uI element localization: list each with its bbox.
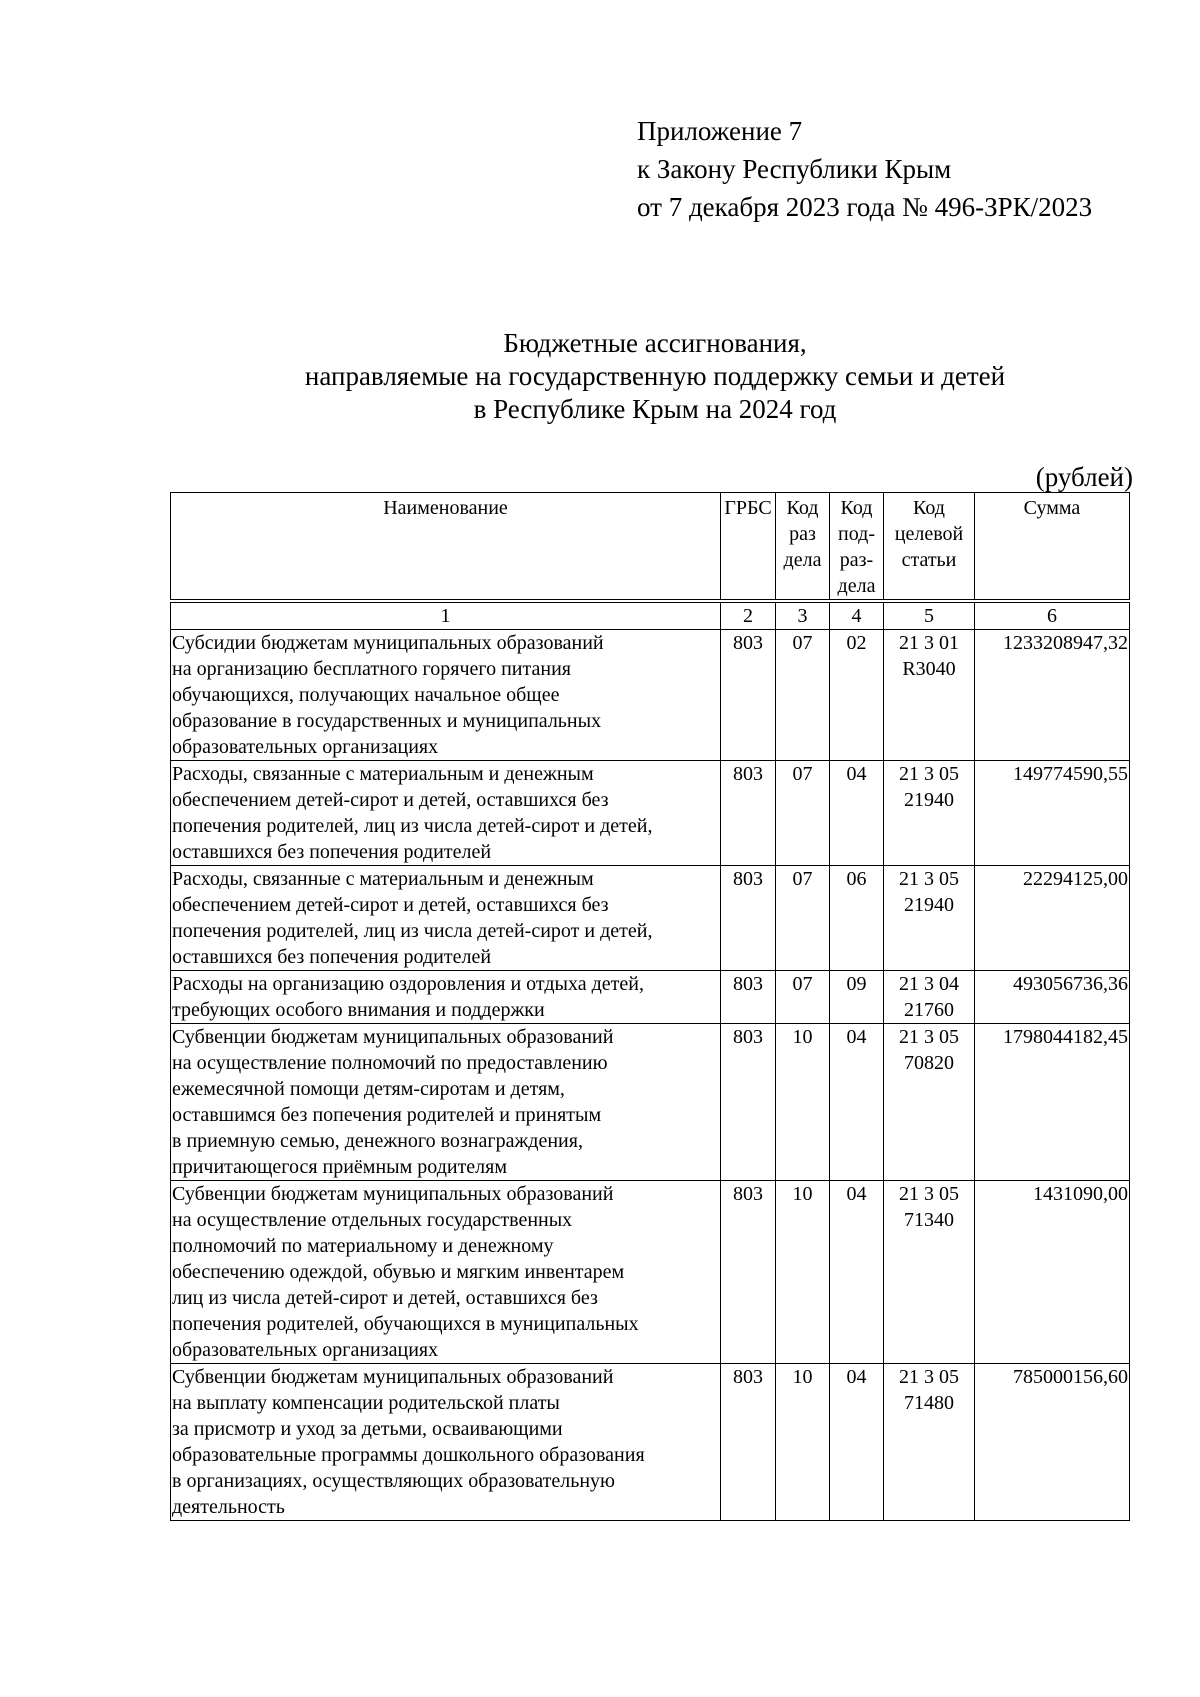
row-name: Субвенции бюджетам муниципальных образований на выплату компенсации родительской платы за присмотр и уход за детьми, осваивающими образовательные программы дошкольного образования в организациях, осуществляющих образовательную деятельность xyxy=(171,1364,721,1521)
table-row xyxy=(171,1024,1130,1181)
row-target: 21 3 01 R3040 xyxy=(884,630,975,761)
column-numbering-row xyxy=(171,603,1130,630)
table-row xyxy=(171,761,1130,866)
row-grbs: 803 xyxy=(721,630,776,761)
title-line-2: направляемые на государственную поддержку семьи и детей xyxy=(304,361,1006,391)
row-amount: 1798044182,45 xyxy=(975,1024,1130,1181)
row-section: 07 xyxy=(776,761,830,866)
header-grbs: ГРБС xyxy=(721,493,776,600)
appendix-header xyxy=(637,112,1092,226)
appendix-law-date: от 7 декабря 2023 года № 496-ЗРК/2023 xyxy=(637,192,1093,222)
row-target: 21 3 05 21940 xyxy=(884,761,975,866)
row-amount: 493056736,36 xyxy=(975,971,1130,1024)
header-target-code: Код целевой статьи xyxy=(884,493,975,600)
appendix-law-reference: к Закону Республики Крым xyxy=(637,154,952,184)
budget-table xyxy=(170,492,1130,1521)
row-target: 21 3 04 21760 xyxy=(884,971,975,1024)
row-target: 21 3 05 21940 xyxy=(884,866,975,971)
table-row xyxy=(171,866,1130,971)
row-name: Расходы, связанные с материальным и денежным обеспечением детей-сирот и детей, оставшихся без попечения родителей, лиц из числа детей-сирот и детей, оставшихся без попечения родителей xyxy=(171,866,721,971)
row-amount: 1233208947,32 xyxy=(975,630,1130,761)
row-target: 21 3 05 70820 xyxy=(884,1024,975,1181)
title-line-3: в Республике Крым на 2024 год xyxy=(473,394,837,424)
row-section: 07 xyxy=(776,971,830,1024)
header-section-code: Код раз дела xyxy=(776,493,830,600)
row-name: Субвенции бюджетам муниципальных образований на осуществление полномочий по предоставлению ежемесячной помощи детям-сиротам и детям, оставшимся без попечения родителей и принятым в приемную семью, денежного вознаграждения, причитающегося приёмным родителям xyxy=(171,1024,721,1181)
row-name: Расходы на организацию оздоровления и отдыха детей, требующих особого внимания и поддержки xyxy=(171,971,721,1024)
row-target: 21 3 05 71480 xyxy=(884,1364,975,1521)
column-number: 2 xyxy=(721,603,776,630)
column-number: 3 xyxy=(776,603,830,630)
row-subsection: 04 xyxy=(830,1364,884,1521)
row-grbs: 803 xyxy=(721,866,776,971)
row-section: 10 xyxy=(776,1024,830,1181)
table-row xyxy=(171,971,1130,1024)
row-amount: 1431090,00 xyxy=(975,1181,1130,1364)
row-name: Субсидии бюджетам муниципальных образований на организацию бесплатного горячего питания обучающихся, получающих начальное общее образование в государственных и муниципальных образовательных организациях xyxy=(171,630,721,761)
header-amount: Сумма xyxy=(975,493,1130,600)
column-number: 4 xyxy=(830,603,884,630)
row-subsection: 02 xyxy=(830,630,884,761)
row-amount: 149774590,55 xyxy=(975,761,1130,866)
header-subsection-code: Код под- раз- дела xyxy=(830,493,884,600)
row-grbs: 803 xyxy=(721,971,776,1024)
row-subsection: 04 xyxy=(830,1024,884,1181)
table-header-row xyxy=(171,493,1130,600)
title-line-1: Бюджетные ассигнования, xyxy=(503,328,807,358)
row-subsection: 06 xyxy=(830,866,884,971)
table-row xyxy=(171,1364,1130,1521)
table-row xyxy=(171,630,1130,761)
header-name: Наименование xyxy=(171,493,721,600)
currency-unit: (рублей) xyxy=(1035,462,1133,492)
row-target: 21 3 05 71340 xyxy=(884,1181,975,1364)
row-amount: 785000156,60 xyxy=(975,1364,1130,1521)
row-section: 10 xyxy=(776,1364,830,1521)
row-grbs: 803 xyxy=(721,1364,776,1521)
document-title xyxy=(0,327,1200,426)
row-name: Расходы, связанные с материальным и денежным обеспечением детей-сирот и детей, оставшихся без попечения родителей, лиц из числа детей-сирот и детей, оставшихся без попечения родителей xyxy=(171,761,721,866)
row-amount: 22294125,00 xyxy=(975,866,1130,971)
row-subsection: 09 xyxy=(830,971,884,1024)
row-grbs: 803 xyxy=(721,1024,776,1181)
row-section: 10 xyxy=(776,1181,830,1364)
row-section: 07 xyxy=(776,630,830,761)
row-section: 07 xyxy=(776,866,830,971)
row-subsection: 04 xyxy=(830,761,884,866)
row-grbs: 803 xyxy=(721,1181,776,1364)
row-subsection: 04 xyxy=(830,1181,884,1364)
column-number: 6 xyxy=(975,603,1130,630)
appendix-number: Приложение 7 xyxy=(637,116,803,146)
row-grbs: 803 xyxy=(721,761,776,866)
table-row xyxy=(171,1181,1130,1364)
column-number: 1 xyxy=(171,603,721,630)
row-name: Субвенции бюджетам муниципальных образований на осуществление отдельных государственных полномочий по материальному и денежному обеспечению одеждой, обувью и мягким инвентарем лиц из числа детей-сирот и детей, оставшихся без попечения родителей, обучающихся в муниципальных образовательных организациях xyxy=(171,1181,721,1364)
column-number: 5 xyxy=(884,603,975,630)
